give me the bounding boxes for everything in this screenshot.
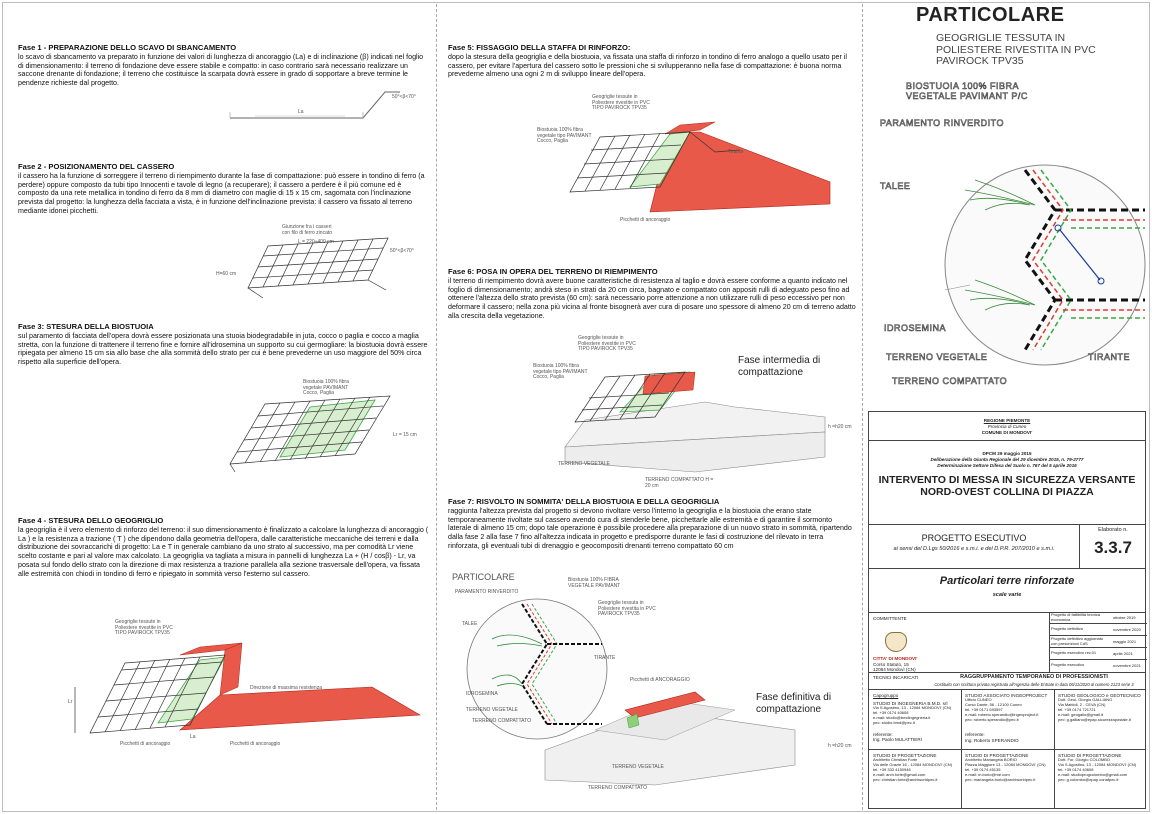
detail-hydroseeding-label: IDROSEMINA — [884, 323, 947, 333]
f7-facing-label: PARAMENTO RINVERDITO — [455, 589, 519, 595]
firm-card: STUDIO DI PROGETTAZIONE Architetto Mariangela BORIO Piazza Maggiore 13 - 12084 MONDOVI' (CN) tel. +39 0174 45135 e-mail: m.borio@me.com pec: mariangela.borio@archiworldpec.it — [965, 753, 1046, 782]
f7-cuttings-label: TALEE — [462, 621, 478, 627]
detail-facing-label: PARAMENTO RINVERDITO — [880, 118, 1005, 128]
tb-city: CITTA' DI MONDOVI' — [873, 656, 918, 661]
phase-4 — [18, 516, 430, 578]
f3-biomat-label: Biostuoia 100% fibra vegetale PAVIMANT Cocco, Paglia — [303, 379, 349, 397]
f7-biomat-label: Biostuoia 100% FIBRA VEGETALE PAVIMANT — [568, 577, 621, 589]
firm-card: STUDIO ASSOCIATO INGEOPROJECT Ufficio CUNEO Corso Dante, 56 - 12100 Cuneo tel. +39 0171 693597 e-mail: roberto.sperandio@ingeoproject.it pec: roberto.sperandio@pec.it referente: Ing. Roberto SPERANDIO — [965, 693, 1048, 743]
f6-geogrid-label: Geogriglie tessute in Poliestere rivestite in PVC TIPO PAVIROCK TPV35 — [578, 335, 636, 353]
f4-direction-label: Direzione di massima resistenza — [250, 685, 322, 691]
f7-comp-soil-label-2: TERRENO COMPATTATO — [588, 785, 647, 791]
detail-title: PARTICOLARE — [916, 4, 1065, 26]
tb-delib-1: Deliberazione della Giunta Regionale del 29 dicembre 2015, n. 79-2777 — [930, 457, 1084, 462]
detail-tie-label: TIRANTE — [1088, 352, 1131, 362]
revision-row: Progetto esecutivo rev.01 aprile 2021 — [1049, 648, 1147, 660]
f2-height-label: H=60 cm — [216, 271, 237, 277]
fold-line — [436, 4, 437, 810]
f4-lr-label: Lr — [68, 699, 73, 705]
tb-rtp-sub: Costituito con scrittura privata registrata all'Agenzia delle Entrate in data 06/11/2020 al numero 2123 serie 3 — [934, 682, 1134, 687]
revision-row: Progetto definitivo aggiornato con prescrizioni CdS maggio 2021 — [1049, 636, 1147, 648]
phase-title: Fase 2 - POSIZIONAMENTO DEL CASSERO — [18, 162, 175, 171]
tb-elab-number: 3.3.7 — [1094, 538, 1132, 557]
city-crest-icon — [885, 632, 907, 652]
f4-la-label: La — [190, 734, 196, 740]
f6-veg-soil-label: TERRENO VEGETALE — [558, 461, 610, 467]
tb-rtp-title: RAGGRUPPAMENTO TEMPORANEO DI PROFESSIONISTI — [960, 674, 1108, 680]
f7-geogrid-label: Geogriglie tessuta in Poliestere rivestita in PVC PAVIROCK TPV35 — [598, 600, 656, 618]
revision-row: Progetto esecutivo novembre 2021 — [1051, 662, 1141, 668]
tb-region: REGIONE PIEMONTE — [983, 418, 1031, 423]
f6-height-label: h =h20 cm — [828, 424, 852, 430]
tb-legal: ai sensi del D.Lgs 50/2016 e s.m.i. e del D.P.R. 207/2010 e s.m.i. — [893, 546, 1055, 552]
phase-title: Fase 3: STESURA DELLA BIOSTUOIA — [18, 322, 154, 331]
firm-card: STUDIO DI PROGETTAZIONE Dott. For. Giorgio COLOMBO Via S.Agostino, 13 - 12084 MONDOVI' (CN) tel. +39 0174 40608 e-mail: studioprogcolombo@gmail.com pec: g.colombo@epap.conafpec.it — [1058, 753, 1137, 782]
tb-drawing-title: Particolari terre rinforzate — [939, 575, 1075, 587]
tb-comune: COMUNE DI MONDOVI' — [981, 430, 1033, 435]
tb-scale: scale varie — [992, 592, 1022, 598]
tb-city-address: Corso Statuto, 15 12084 Mondovì (CN) — [873, 662, 916, 673]
phase-3 — [18, 322, 430, 367]
f7-stakes-label: Picchetti di ANCORAGGIO — [630, 677, 690, 683]
fold-line — [862, 4, 863, 810]
phase-text: il cassero ha la funzione di sorreggere il terreno di riempimento durante la fase di compattazione: può essere in tondino di ferro (a perdere) oppure composto da tubi tipo Innocenti e tavole di legno (a recuperare); il cassero a perdere è il più comune ed è composto da una rete metallica in tondino di ferro da 8 mm di diametro con maglie di 15 x 15 cm, sagomata con l'inclinazione prevista dal progetto: la lunghezza della facciata a vista, è in funzione dell'inclinazione prevista: il cassero va fissato al terreno mediante idonei picchetti. — [18, 172, 425, 215]
f4-geogrid-label: Geogriglie tessute in Poliestere rivestite in PVC TIPO PAVIROCK TPV35 — [115, 619, 173, 637]
f4-stakes-label-1: Picchetti di ancoraggio — [120, 741, 171, 747]
tb-intervention: INTERVENTO DI MESSA IN SICUREZZA VERSANTE NORD-OVEST COLLINA DI PIAZZA — [878, 474, 1136, 498]
phase1-excavation-drawing — [225, 86, 425, 126]
tb-province: Provincia di Cuneo — [987, 424, 1027, 429]
title-block — [868, 411, 1146, 809]
f5-tie-label: Tirante — [728, 149, 744, 155]
revision-row: Progetto di fattibilità tecnica economica ottobre 2019 — [1049, 612, 1147, 624]
phase-6 — [448, 267, 856, 321]
phase-title: Fase 5: FISSAGGIO DELLA STAFFA DI RINFORZO: — [448, 43, 631, 52]
f6-comp-soil-label: TERRENO COMPATTATO H = 20 cm — [645, 477, 714, 489]
firm-card: STUDIO DI INGEGNERIA B.M.D. srl Via S.Agostino, 13 - 12084 MONDOVI' (CN) tel. +39 0174 40608 e-mail: studio@bmdingegneria.it pec: studio.bmd@pec.it referente: Ing. Paolo MULATTIERI — [873, 701, 952, 742]
f7-detail-title: PARTICOLARE — [452, 572, 515, 582]
f5-stakes-label: Picchetti di ancoraggio — [620, 217, 671, 223]
phase-7 — [448, 497, 856, 551]
f3-dim-label: Lr = 15 cm — [393, 432, 417, 438]
f6-phase-caption: Fase intermedia di compattazione — [738, 355, 821, 378]
phase-title: Fase 7: RISVOLTO IN SOMMITA' DELLA BIOSTUOIA E DELLA GEOGRIGLIA — [448, 497, 720, 506]
phase5-bracket-drawing — [530, 92, 850, 232]
f7-tie-label: TIRANTE — [594, 655, 616, 661]
tb-project-label: PROGETTO ESECUTIVO — [921, 533, 1027, 543]
detail-biomat-label: BIOSTUOIA 100% FIBRA VEGETALE PAVIMANT P/C — [906, 81, 1028, 101]
f7-comp-soil-label: TERRENO COMPATTATO — [472, 718, 531, 724]
f7-height-label: h =h20 cm — [828, 743, 852, 749]
f5-biomat-label: Biostuoia 100% fibra vegetale tipo PAVIMANT Cocco, Paglia — [537, 127, 592, 145]
tb-dpcm: DPCM 29 maggio 2015 — [982, 451, 1032, 456]
detail-veg-soil-label: TERRENO VEGETALE — [886, 352, 988, 362]
phase-title: Fase 6: POSA IN OPERA DEL TERRENO DI RIEMPIMENTO — [448, 267, 658, 276]
detail-comp-soil-label: TERRENO COMPATTATO — [892, 376, 1008, 386]
revision-row: Progetto definitivo novembre 2020 — [1049, 624, 1147, 636]
tb-tecnici: TECNICI INCARICATI — [873, 675, 919, 680]
f5-geogrid-label: Geogriglie tessute in Poliestere rivestite in PVC TIPO PAVIROCK TPV35 — [592, 94, 650, 112]
phase-text: dopo la stesura della geogriglia e della biostuoia, va fissata una staffa di rinforzo in tondino di ferro analogo a quello usato per il cassero, per evitare l'apertura del cassero sotto le pressioni che si svilupperanno nella fase di compattazione: è buona norma prevederne almeno una ogni 2 m di sviluppo lineare dell'opera. — [448, 53, 847, 79]
phase-text: lo scavo di sbancamento va preparato in funzione dei valori di lunghezza di ancoraggio (La) e di inclinazione (β) indicati nel foglio di dimensionamento: il terreno di fondazione deve essere stabile e compatto: in caso contrario sarà necessario realizzare un saccone drenante di fondazione; il terreno che costituisce la scarpata dovrà essere in grado di sopportare a breve termine le pendenze richieste dal progetto. — [18, 53, 424, 88]
detail-cuttings-label: TALEE — [880, 181, 911, 191]
phase-title: Fase 1 - PREPARAZIONE DELLO SCAVO DI SBANCAMENTO — [18, 43, 237, 52]
f2-angle-label: 50°<β<70° — [390, 248, 414, 254]
f6-biomat-label: Biostuoia 100% fibra vegetale tipo PAVIMANT Cocco, Paglia — [533, 363, 588, 381]
f1-angle-label: 50°<β<70° — [392, 94, 416, 100]
tb-committente: COMMITTENTE — [873, 616, 907, 621]
f1-la-label: La — [298, 109, 304, 115]
phase-5 — [448, 43, 856, 79]
phase-2 — [18, 162, 430, 216]
detail-geogrid-label: GEOGRIGLIE TESSUTA IN POLIESTERE RIVESTITA IN PVC PAVIROCK TPV35 — [936, 32, 1096, 67]
firm-card: STUDIO GEOLOGICO e GEOTECNICO Dott. Geol. Giorgio GALLIANO Via Mattioli, 2 - CEVA (CN) tel. +39 0174 721721 e-mail: geogallo@gmail.it pec: g.galliano@epap.sicurezzapostale.it — [1058, 693, 1141, 722]
f7-hydroseeding-label: IDROSEMINA — [466, 691, 498, 697]
phase-text: sul paramento di facciata dell'opera dovrà essere posizionata una stuoia biodegradabile in juta, cocco o paglia e cocco a maglia stretta, con la funzione di trattenere il terreno fine e fornire all'idrosemina un supporto su cui germogliare: la biostuoia dovrà essere ripiegata per almeno 15 cm sia allo base che alla sommità dello strato per cui è bene prevederne un uso maggiore del 50% circa rispetto alla superficie dell'opera. — [18, 332, 428, 367]
f7-phase-caption: Fase definitiva di compattazione — [756, 692, 832, 715]
f4-stakes-label-2: Picchetti di ancoraggio — [230, 741, 281, 747]
phase-text: il terreno di riempimento dovrà avere buone caratteristiche di resistenza al taglio e dovrà essere conforme a quanto indicato nel foglio di dimensionamento; andrà steso in strati da 20 cm circa, bagnato e compattato con appositi rulli di adeguato peso fino ad ottenere l'altezza dello strato prevista (60 cm): sarà necessario porre attenzione a non utilizzare rulli di peso eccessivo per non deformare il cassero; nella zona più vicina al fronte bisognerà aver cura di posare uno spessore di almeno 20 cm di terreno adatto alla crescita della vegetazione. — [448, 277, 856, 320]
phase-title: Fase 4 - STESURA DELLO GEOGRIGLIO — [18, 516, 164, 525]
phase-1 — [18, 43, 430, 88]
f2-length-label: L = 220÷400 cm — [298, 239, 334, 245]
f2-note-label: Giunzione fra i casseri con filo di ferro zincato — [282, 224, 333, 236]
f7-veg-soil-label: TERRENO VEGETALE — [466, 707, 518, 713]
tb-capogruppo: Capogruppo — [873, 693, 899, 698]
f7-veg-soil-label-2: TERRENO VEGETALE — [612, 764, 664, 770]
tb-elab-label: Elaborato n. — [1098, 527, 1128, 533]
tb-delib-2: Determinazione Settore Difesa del Suolo n. 767 del 5 aprile 2016 — [937, 463, 1077, 468]
phase-text: raggiunta l'altezza prevista dal progetto si devono rivoltare verso l'interno la geogriglia e la biostuoia che erano state temporaneamente rivoltate sul cassero avendo cura di stenderle bene, picchettarle alle estremità e di garantire il sormonto laterale di almeno 15 cm; dopo tale operazione è possibile procedere alla preparazione di un nuovo strato in sommità, ripartendo dalla fase 2 alla fase 7 fino all'altezza indicata in progetto e predisporre durante le fasi di costruzione del rilevato in terra rinforzata, gli eventuali tubi di drenaggio e geocompositi drenanti terreno compattato 60 cm — [448, 507, 852, 550]
phase-text: la geogriglia è il vero elemento di rinforzo del terreno: il suo dimensionamento è finalizzato a calcolare la lunghezza di ancoraggio ( La ) e la resistenza a trazione ( T ) che dipendono dalla geometria dell'opera, dalle caratteristiche meccaniche dei terreni e dalla distribuzione dei sovraccarichi di progetto: La e T in generale cambiano da uno strato al successivo, ma per comodità Lr viene scelto costante e pari al valore max calcolato. La geogriglia va tagliata a misura in pannelli di lunghezza La + (H / cosβ) - Lr, va posata sul fondo dello strato con la direzione di max resistenza a trazione parallela alla sezione trasversale dell'opera, va fissata alle estremità con chiodi in tondino di ferro e ripiegato in sommità verso l'esterno sul cassero. — [18, 526, 429, 578]
phase7-final-drawing — [535, 670, 845, 790]
firm-card: STUDIO DI PROGETTAZIONE Architetto Christian Forte Via delle Grazie 16 - 12084 MONDOVI' (CN) tel. +39 333 4150946 e-mail: arch.forte@gmail.com pec: christian.forte@archiworldpec.it — [873, 753, 952, 782]
